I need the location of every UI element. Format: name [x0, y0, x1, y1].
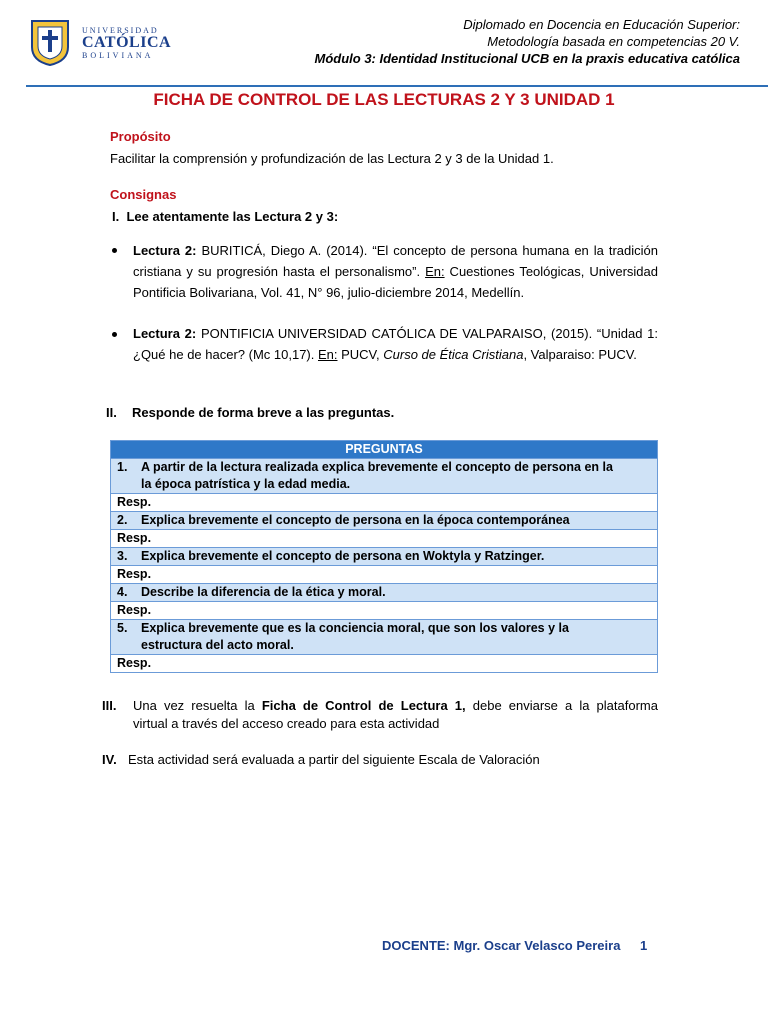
page-title: FICHA DE CONTROL DE LAS LECTURAS 2 Y 3 UNIDAD 1: [153, 90, 615, 109]
header-line-1: Diplomado en Docencia en Educación Superior:: [463, 17, 740, 32]
answer-field[interactable]: Resp.: [111, 494, 658, 512]
reading-2-italic: Curso de Ética Cristiana: [383, 347, 524, 362]
bullet-icon: [112, 332, 117, 337]
consignas-heading: Consignas: [110, 187, 177, 202]
proposito-text: Facilitar la comprensión y profundización de las Lectura 2 y 3 de la Unidad 1.: [110, 151, 554, 166]
reading-2-text-c: , Valparaiso: PUCV.: [523, 347, 637, 362]
consigna-1-number: I.: [112, 209, 120, 224]
consigna-2: [106, 402, 394, 423]
answer-field[interactable]: Resp.: [111, 655, 658, 673]
consigna-4: [102, 749, 540, 770]
reading-2-text-b: PUCV,: [337, 347, 384, 362]
consigna-3-number: III.: [102, 698, 117, 713]
consigna-4-number: IV.: [102, 752, 117, 767]
question-3-number: 3.: [117, 549, 128, 563]
page-number: 1: [640, 938, 648, 953]
header-line-3: Módulo 3: Identidad Institucional UCB en la praxis educativa católica: [314, 51, 740, 66]
consigna-1: [112, 206, 338, 227]
question-row: [111, 620, 658, 655]
question-1-text-line-2: la época patrística y la edad media.: [141, 477, 351, 491]
table-header: PREGUNTAS: [111, 441, 658, 459]
question-row: [111, 584, 658, 602]
reading-2: [133, 323, 658, 365]
question-2-number: 2.: [117, 513, 128, 527]
question-5-text: Explica brevemente que es la conciencia moral, que son los valores y la: [141, 621, 569, 635]
question-1-number: 1.: [117, 460, 128, 474]
consigna-3-text-b: debe enviarse a la plataforma: [465, 698, 658, 713]
consigna-2-text: Responde de forma breve a las preguntas.: [132, 405, 395, 420]
reading-1-en: En:: [425, 264, 445, 279]
bullet-icon: [112, 248, 117, 253]
reading-1-text-a: BURITICÁ, Diego A. (2014). “El concepto de persona humana en la tradición cristiana y su progresión hasta el personalismo”.: [133, 243, 658, 279]
consigna-3-line-2: virtual a través del acceso creado para esta actividad: [133, 716, 440, 731]
consigna-4-text: Esta actividad será evaluada a partir del siguiente Escala de Valoración: [128, 752, 540, 767]
question-1-text: A partir de la lectura realizada explica brevemente el concepto de persona en la: [141, 460, 613, 474]
question-3-text: Explica brevemente el concepto de persona en Woktyla y Ratzinger.: [141, 549, 545, 563]
proposito-heading: Propósito: [110, 129, 171, 144]
footer-docente: DOCENTE: Mgr. Oscar Velasco Pereira: [382, 938, 621, 953]
reading-2-text-a: PONTIFICIA UNIVERSIDAD CATÓLICA DE VALPARAISO, (2015). “Unidad 1: ¿Qué he de hacer? (Mc 10,17).: [133, 326, 658, 362]
question-row: [111, 548, 658, 566]
question-4-text: Describe la diferencia de la ética y moral.: [141, 585, 386, 599]
consigna-1-text: Lee atentamente las Lectura 2 y 3:: [126, 209, 339, 224]
header-divider: [26, 85, 768, 87]
questions-table: [110, 440, 658, 673]
consigna-2-number: II.: [106, 405, 117, 420]
logo-line-3: BOLIVIANA: [82, 51, 154, 60]
question-5-number: 5.: [117, 621, 128, 635]
university-logo-text: [82, 26, 171, 60]
question-row: [111, 459, 658, 494]
answer-field[interactable]: Resp.: [111, 602, 658, 620]
answer-field[interactable]: Resp.: [111, 530, 658, 548]
question-row: [111, 512, 658, 530]
question-4-number: 4.: [117, 585, 128, 599]
reading-1-label: Lectura 2:: [133, 243, 197, 258]
answer-field[interactable]: Resp.: [111, 566, 658, 584]
reading-2-en: En:: [317, 347, 338, 362]
consigna-3-text-a: Una vez resuelta la: [133, 698, 262, 713]
question-5-text-line-2: estructura del acto moral.: [141, 638, 294, 652]
logo-line-1: UNIVERSIDAD: [82, 26, 159, 35]
question-2-text: Explica brevemente el concepto de persona en la época contemporánea: [141, 513, 570, 527]
reading-1-text-b: Cuestiones Teológicas, Universidad Pontificia Bolivariana, Vol. 41, N° 96, julio-diciembre 2014, Medellín.: [133, 264, 658, 300]
university-seal-icon: [30, 19, 70, 67]
consigna-3-bold: Ficha de Control de Lectura 1,: [261, 698, 466, 713]
header-line-2: Metodología basada en competencias 20 V.: [487, 34, 740, 49]
reading-1: [133, 240, 658, 303]
reading-2-label: Lectura 2:: [133, 326, 197, 341]
logo-line-2: CATÓLICA: [82, 34, 172, 51]
